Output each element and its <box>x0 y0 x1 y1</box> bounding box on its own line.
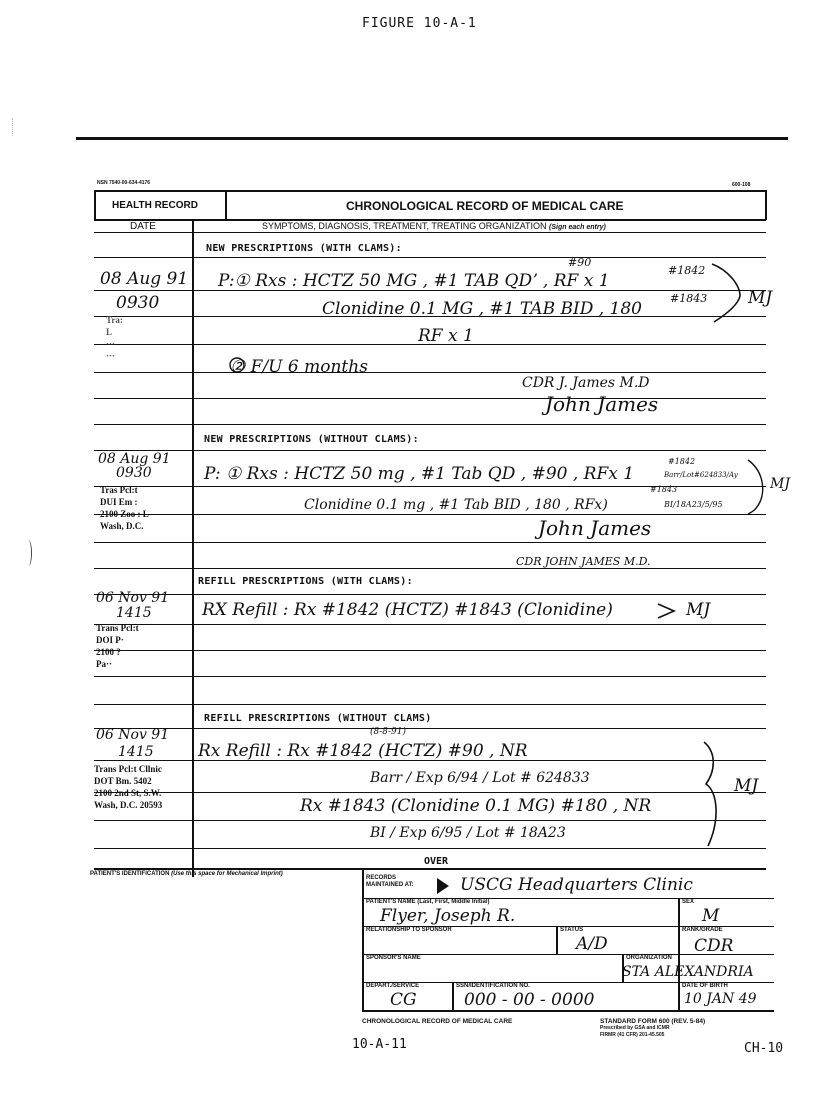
stamp-line: DUI Em : <box>100 497 138 507</box>
form-code: 600-108 <box>732 182 751 188</box>
records-maintained-value: USCG Headquarters Clinic <box>460 875 693 895</box>
entry-2-note-lot2: BI/18A23/5/95 <box>664 500 723 509</box>
scan-mark <box>25 540 32 566</box>
firmr-reference: FIRMR (41 CFR) 201-45.505 <box>600 1032 665 1038</box>
relationship-label: RELATIONSHIP TO SPONSOR <box>366 927 452 933</box>
entry-1-signature: John James <box>545 392 659 416</box>
entry-2-note-rx1: #1842 <box>668 457 696 466</box>
entry-4-date: 06 Nov 91 <box>96 727 170 743</box>
entry-1-signer: CDR J. James M.D <box>522 375 650 391</box>
entry-3-heading: REFILL PRESCRIPTIONS (WITH CLAMS): <box>198 576 413 587</box>
entry-1-note-rx1: #1842 <box>668 264 706 277</box>
stamp-line: L <box>106 327 113 337</box>
stamp-line: Trans Pcl:t <box>96 623 139 633</box>
patient-identification-label <box>90 870 360 878</box>
entry-3-date: 06 Nov 91 <box>96 590 170 606</box>
sex-label: SEX <box>682 899 695 905</box>
entry-1-line-1: P:① Rxs : HCTZ 50 MG , #1 TAB QDʼ , RF x 1 <box>218 271 610 291</box>
ssn-value: 000 - 00 - 0000 <box>464 990 595 1010</box>
stamp-line: DOT Bm. 5402 <box>94 776 152 786</box>
depart-service-value: CG <box>390 990 417 1010</box>
ssn-label: SSN/IDENTIFICATION NO. <box>456 983 530 989</box>
patient-name-value: Flyer, Joseph R. <box>380 906 516 926</box>
dob-value: 10 JAN 49 <box>684 991 757 1007</box>
stamp-line: Wash, D.C. <box>100 521 144 531</box>
status-divider <box>556 926 558 954</box>
stamp-line: 2100 ? <box>96 647 121 657</box>
change-number: CH-10 <box>744 1041 784 1056</box>
entry-1-circle-2 <box>230 358 244 372</box>
patient-id-label-text: PATIENT'S IDENTIFICATION <box>90 871 170 877</box>
rank-value: CDR <box>694 936 734 956</box>
entry-1-line-3: RF x 1 <box>418 326 474 346</box>
stamp-line: 2100 Zoo : L <box>100 509 149 519</box>
entry-1-time: 0930 <box>116 293 160 313</box>
id-grid-bottom <box>362 1010 774 1012</box>
entry-4-brace <box>704 742 716 846</box>
sponsor-name-label: SPONSOR'S NAME <box>366 955 421 961</box>
standard-form-number: STANDARD FORM 600 (REV. 5-84) <box>600 1018 706 1025</box>
patient-id-note: (Use this space for Mechanical Imprint) <box>171 871 283 877</box>
form-footer-standard <box>600 1018 705 1039</box>
entry-1-line-2: Clonidine 0.1 MG , #1 TAB BID , 180 <box>322 299 642 319</box>
entry-4-line-3: Rx #1843 (Clonidine 0.1 MG) #180 , NR <box>300 796 652 816</box>
organization-value: STA ALEXANDRIA <box>622 964 754 980</box>
stamp-line: Trans Pcl:t Cllnic <box>94 764 162 774</box>
patient-name-label: PATIENT'S NAME (Last, First, Middle Initial) <box>366 899 490 905</box>
entry-4-note-date: (8-8-91) <box>370 727 407 737</box>
entry-2-note-rx2: #1843 <box>650 485 678 494</box>
stamp-line: Wash, D.C. 20593 <box>94 800 163 810</box>
entry-2-date: 08 Aug 91 <box>98 451 171 467</box>
health-record-label: HEALTH RECORD <box>112 200 198 211</box>
entry-3-line-1: RX Refill : Rx #1842 (HCTZ) #1843 (Clonidine) <box>202 600 613 620</box>
entry-4-line-2: Barr / Exp 6/94 / Lot # 624833 <box>370 770 590 786</box>
stamp-line: Tras Pcl:t <box>100 485 138 495</box>
figure-title: FIGURE 10-A-1 <box>362 16 477 31</box>
records-maintained-label: RECORDS MAINTAINED AT: <box>366 875 414 888</box>
entry-1-line-4: ② F/U 6 months <box>230 357 368 377</box>
entry-2-brace <box>748 460 763 514</box>
entry-2-initials: MJ <box>770 476 790 492</box>
stamp-line: 2100 2nd St, S.W. <box>94 788 162 798</box>
sign-each-entry-note: (Sign each entry) <box>549 224 606 231</box>
entry-2-line-1: P: ① Rxs : HCTZ 50 mg , #1 Tab QD , #90 , RFx 1 <box>204 464 635 484</box>
status-value: A/D <box>576 934 608 954</box>
id-grid-left-border <box>362 870 364 1012</box>
entry-2-line-2: Clonidine 0.1 mg , #1 Tab BID , 180 , RFx) <box>304 497 608 513</box>
entry-3-arrow <box>658 604 674 618</box>
date-column-header: DATE <box>130 221 156 232</box>
entry-4-line-1: Rx Refill : Rx #1842 (HCTZ) #90 , NR <box>198 741 528 761</box>
scan-mark <box>12 118 23 136</box>
prescribed-by: Prescribed by GSA and ICMR <box>600 1025 670 1031</box>
entry-4-time: 1415 <box>118 744 154 760</box>
sex-value: M <box>702 906 720 926</box>
stamp-line: ··· <box>106 351 116 361</box>
status-label: STATUS <box>560 927 584 933</box>
entry-4-heading: REFILL PRESCRIPTIONS (WITHOUT CLAMS) <box>204 713 432 724</box>
arrow-right-icon <box>437 878 449 894</box>
over-label: OVER <box>424 856 449 867</box>
stamp-line: Tra: <box>106 315 123 325</box>
rank-label: RANK/GRADE <box>682 927 723 933</box>
entry-1-brace <box>712 264 740 322</box>
entry-3-initials: MJ <box>686 600 711 620</box>
entry-3-time: 1415 <box>116 605 152 621</box>
depart-service-label: DEPART./SERVICE <box>366 983 420 989</box>
entry-2-note-lot1: Barr/Lot#624833/Ay <box>664 471 738 479</box>
entry-4-initials: MJ <box>734 776 759 796</box>
entry-1-date: 08 Aug 91 <box>100 269 189 289</box>
nsn-number: NSN 7540-00-634-4176 <box>97 180 151 186</box>
form-footer-title: CHRONOLOGICAL RECORD OF MEDICAL CARE <box>362 1018 513 1025</box>
entry-4-line-4: BI / Exp 6/95 / Lot # 18A23 <box>370 825 566 841</box>
stamp-line: DOI P· <box>96 635 124 645</box>
stamp-line: ··· <box>106 339 116 349</box>
entry-2-time: 0930 <box>116 465 152 481</box>
entry-2-signature: John James <box>538 516 652 540</box>
entry-1-note-qty: #90 <box>568 256 592 269</box>
form-title: CHRONOLOGICAL RECORD OF MEDICAL CARE <box>346 199 624 213</box>
stamp-line: Pa·· <box>96 659 113 669</box>
entry-1-heading: NEW PRESCRIPTIONS (WITH CLAMS): <box>206 243 402 254</box>
entry-1-initials: MJ <box>748 288 773 308</box>
entry-1-note-rx2: #1843 <box>670 292 708 305</box>
dob-label: DATE OF BIRTH <box>682 983 728 989</box>
depart-divider <box>452 982 454 1010</box>
page-number: 10-A-11 <box>352 1037 407 1052</box>
symptoms-header-text: SYMPTOMS, DIAGNOSIS, TREATMENT, TREATING ORGANIZATION <box>262 221 547 231</box>
entry-2-signer: CDR JOHN JAMES M.D. <box>516 555 651 568</box>
entry-2-heading: NEW PRESCRIPTIONS (WITHOUT CLAMS): <box>204 434 419 445</box>
organization-label: ORGANIZATION <box>626 955 672 961</box>
